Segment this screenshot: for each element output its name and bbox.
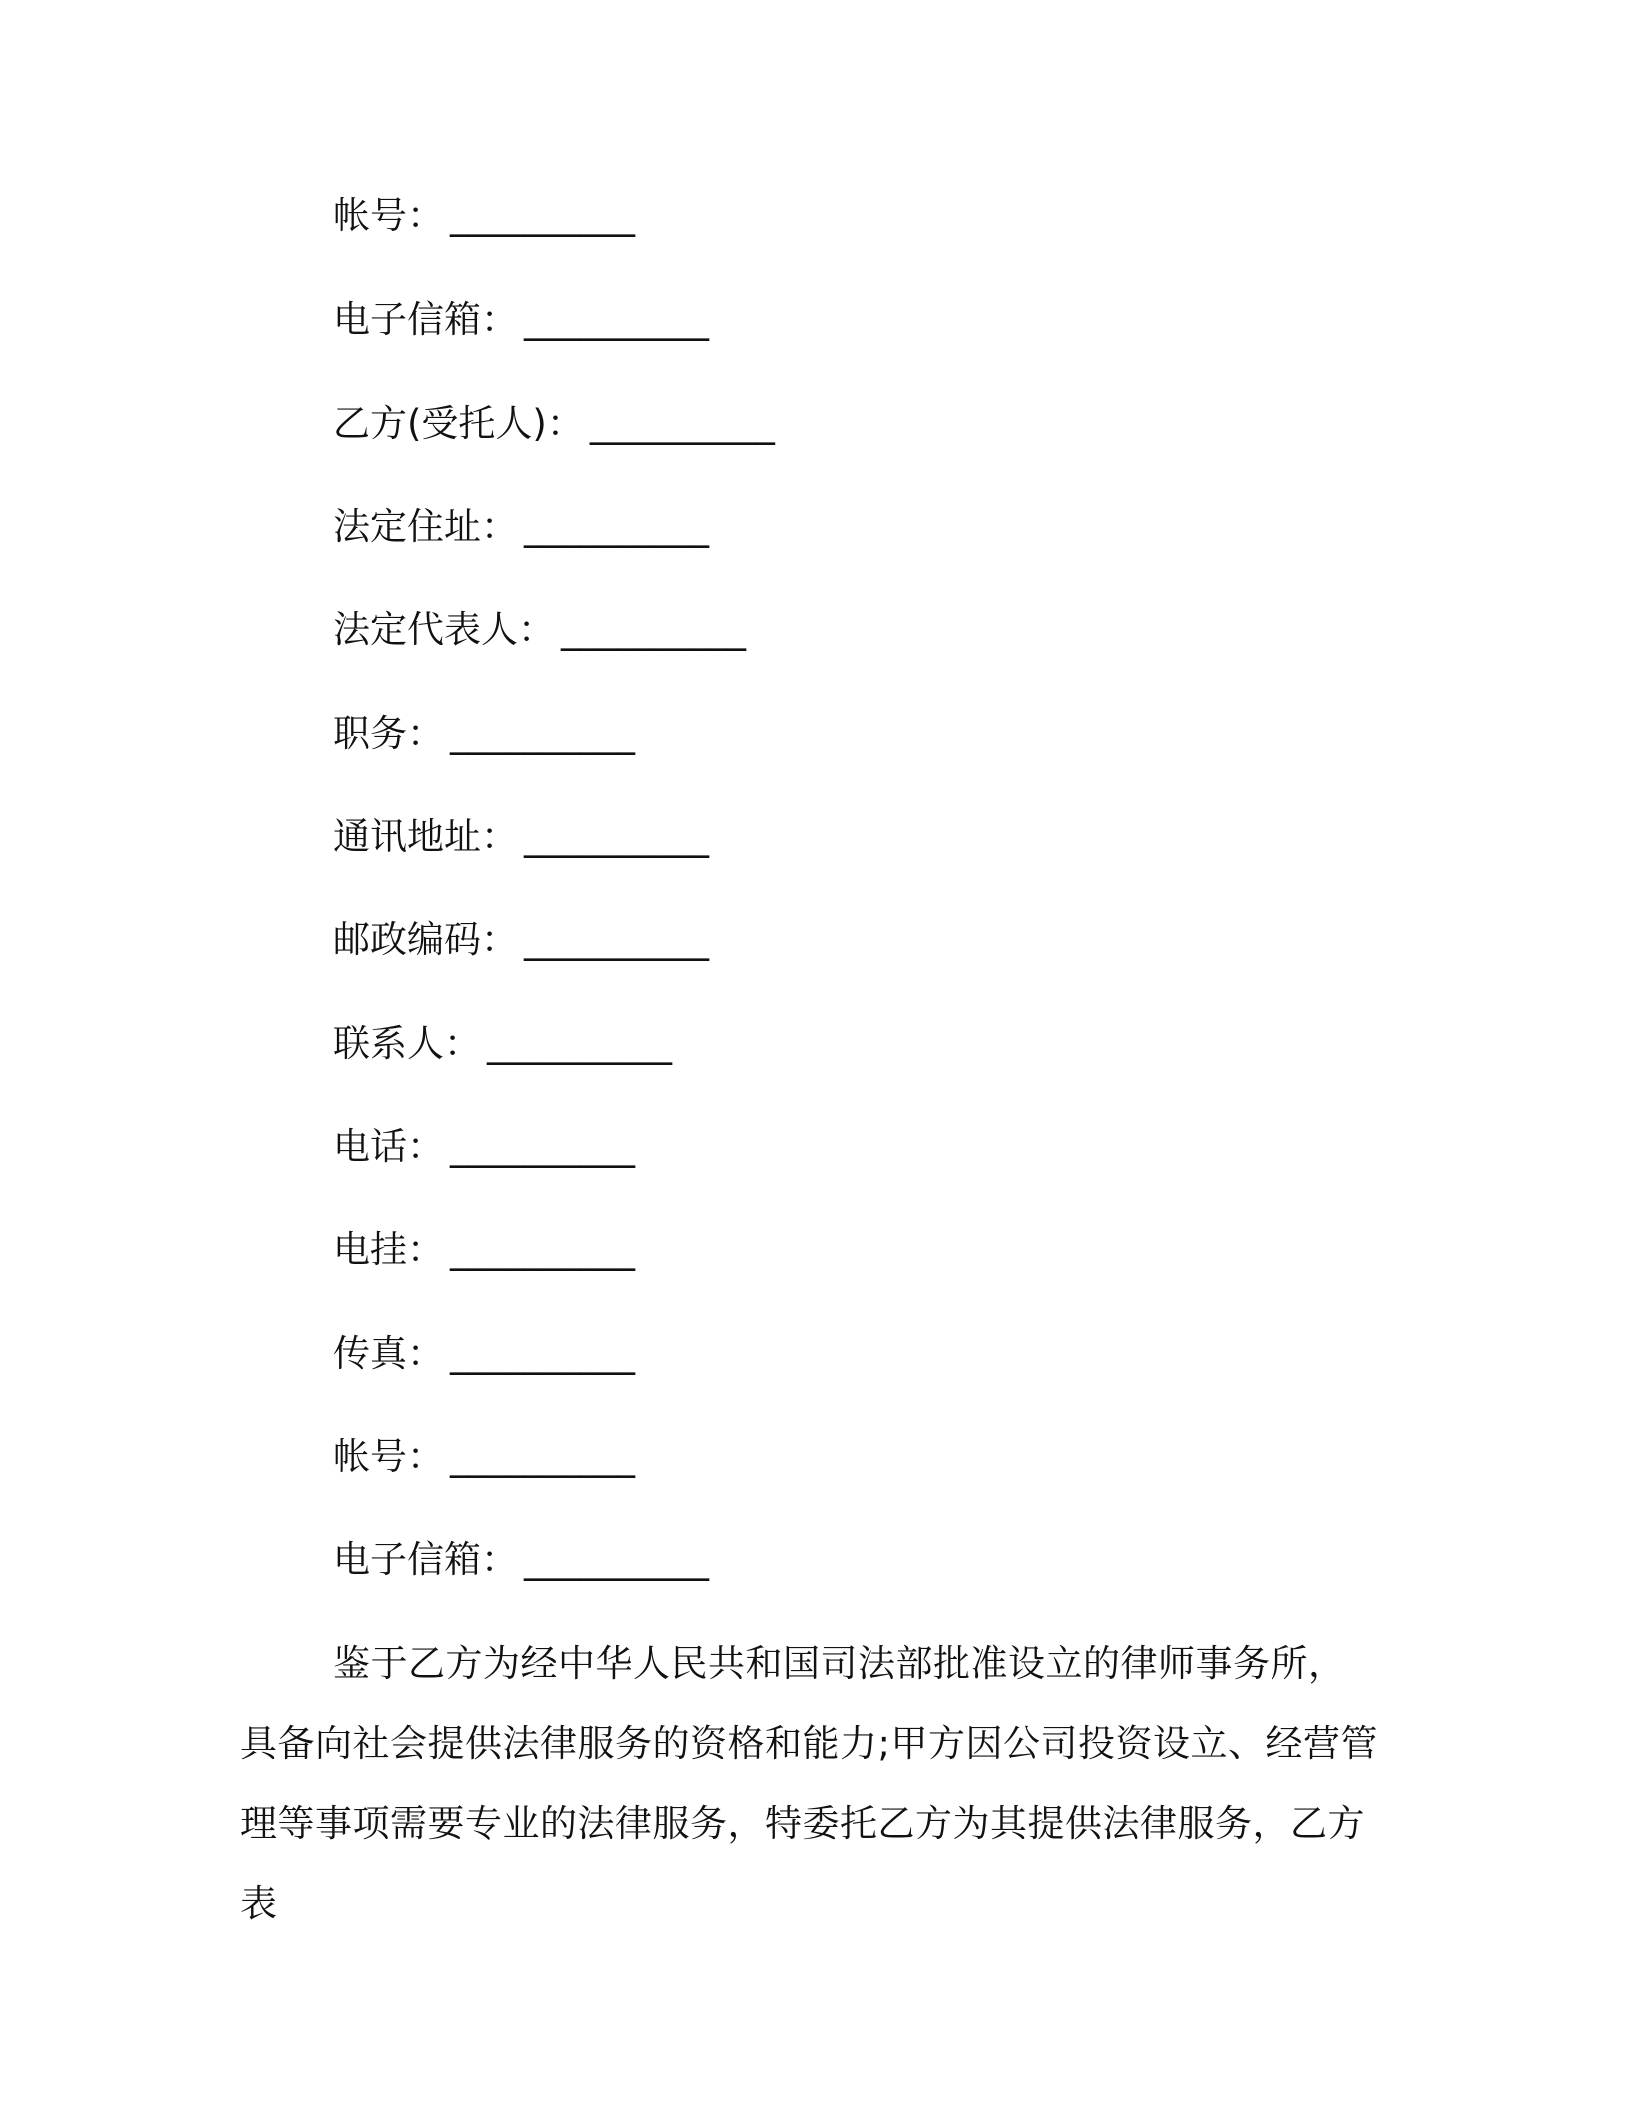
field-blank: __________ <box>450 1228 635 1271</box>
field-colon: ： <box>481 815 518 858</box>
field-label: 法定代表人 <box>333 608 518 651</box>
field-blank: __________ <box>487 1022 672 1065</box>
field-account-1 <box>333 192 635 240</box>
body-paragraph: 鉴于乙方为经中华人民共和国司法部批准设立的律师事务所，具备向社会提供法律服务的资格和能力;甲方因公司投资设立、经营管理等事项需要专业的法律服务，特委托乙方为其提供法律服务，乙方表 <box>240 1642 1378 1925</box>
field-label: 职务 <box>333 712 407 755</box>
field-colon: ： <box>407 1435 444 1478</box>
field-label: 帐号 <box>333 194 407 237</box>
field-legal-representative <box>333 606 746 654</box>
field-email-1 <box>333 296 709 344</box>
field-blank: __________ <box>524 815 709 858</box>
field-blank: __________ <box>450 1435 635 1478</box>
field-account-2 <box>333 1433 635 1481</box>
field-label: 电话 <box>333 1125 407 1168</box>
field-cable <box>333 1226 635 1274</box>
field-phone <box>333 1123 635 1171</box>
field-colon: ： <box>518 608 555 651</box>
field-label: 帐号 <box>333 1435 407 1478</box>
field-colon: ： <box>407 1228 444 1271</box>
field-blank: __________ <box>561 608 746 651</box>
field-label: 传真 <box>333 1332 407 1375</box>
field-contact-person <box>333 1020 672 1068</box>
field-colon: ： <box>481 505 518 548</box>
field-blank: __________ <box>450 1125 635 1168</box>
field-blank: __________ <box>450 1332 635 1375</box>
field-email-2 <box>333 1536 709 1584</box>
field-colon: ： <box>407 194 444 237</box>
field-blank: __________ <box>450 712 635 755</box>
field-fax <box>333 1330 635 1378</box>
field-legal-address <box>333 503 709 551</box>
field-label: 通讯地址 <box>333 815 481 858</box>
field-blank: __________ <box>589 402 775 445</box>
field-label: 电挂 <box>333 1228 407 1271</box>
field-blank: __________ <box>524 1538 709 1581</box>
field-label: 联系人 <box>333 1022 444 1065</box>
field-colon: ： <box>546 402 584 445</box>
field-label: 乙方(受托人) <box>333 402 547 445</box>
field-blank: __________ <box>524 918 709 961</box>
field-label: 邮政编码 <box>333 918 481 961</box>
field-colon: ： <box>407 1125 444 1168</box>
field-colon: ： <box>444 1022 481 1065</box>
field-colon: ： <box>407 712 444 755</box>
field-colon: ： <box>407 1332 444 1375</box>
field-label: 电子信箱 <box>333 1538 481 1581</box>
field-postal-code <box>333 916 709 964</box>
field-colon: ： <box>481 298 518 341</box>
field-blank: __________ <box>524 505 709 548</box>
field-position <box>333 710 635 758</box>
field-mailing-address <box>333 813 709 861</box>
field-label: 电子信箱 <box>333 298 481 341</box>
field-colon: ： <box>481 1538 518 1581</box>
field-party-b <box>333 400 775 448</box>
field-colon: ： <box>481 918 518 961</box>
field-label: 法定住址 <box>333 505 481 548</box>
field-blank: __________ <box>524 298 709 341</box>
field-blank: __________ <box>450 194 635 237</box>
